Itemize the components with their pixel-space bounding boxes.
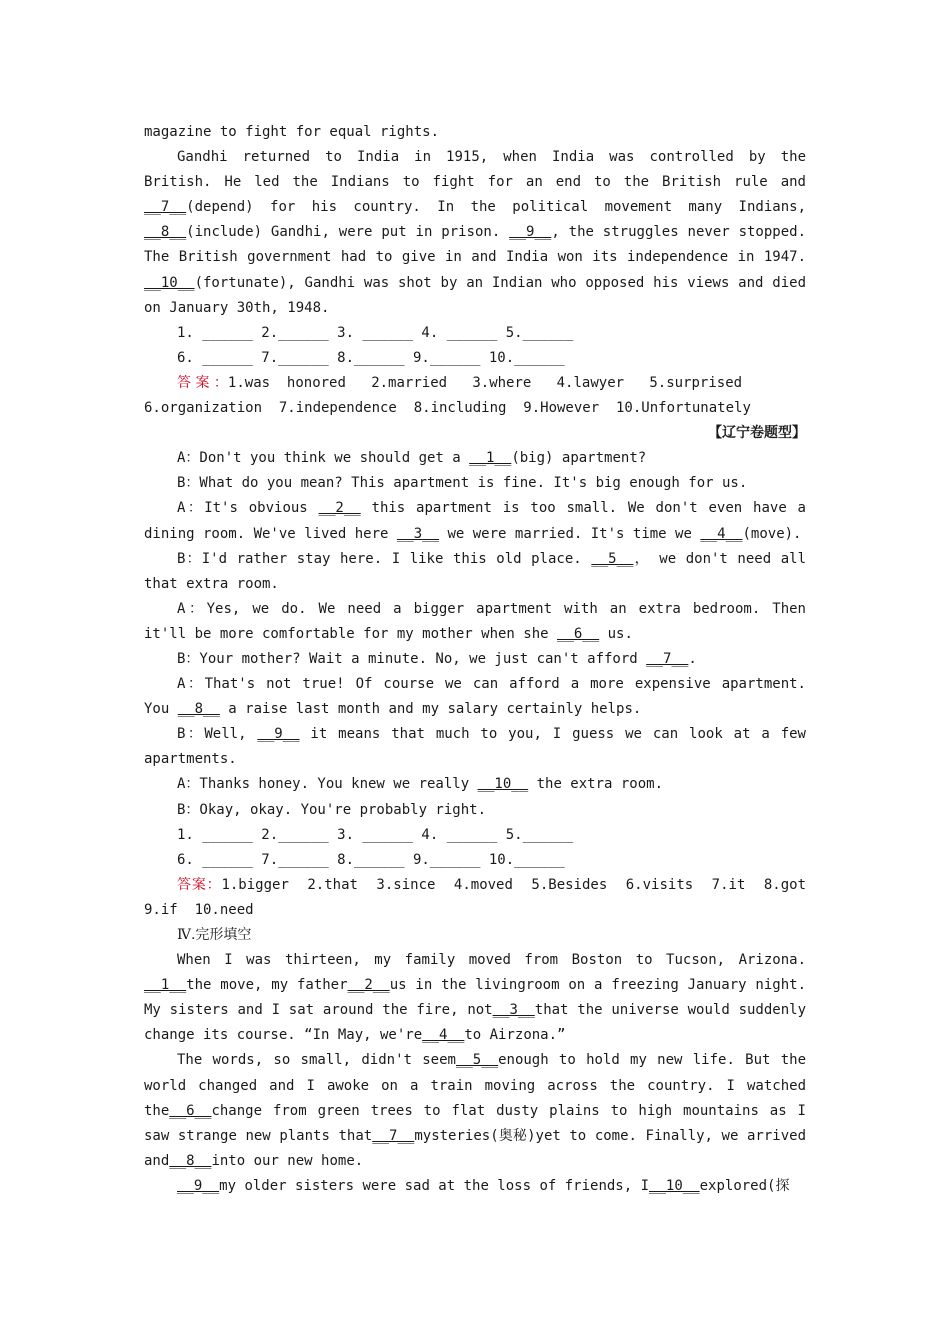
answer-row: 6. ______ 7.______ 8.______ 9.______ 10.______ (177, 851, 565, 868)
dialogue-line: B：I'd rather stay here. I like this old place. __5__， we don't need all that extra room. (144, 550, 806, 592)
answer-key: 答案：1.bigger 2.that 3.since 4.moved 5.Besides 6.visits 7.it 8.got 9.if 10.need (144, 876, 815, 918)
blank-10: __10__ (477, 776, 529, 793)
dialogue-line: B：Your mother? Wait a minute. No, we just can't afford __7__. (177, 650, 697, 667)
passage-paragraph: Gandhi returned to India in 1915, when India was controlled by the British. He led the Indians to fight for an end to the British rule and __7__(depend) for his country. In the political movement many Indians, __8__(include) Gandhi, were put in prison. __9__, the struggles never stopped. The British government had to give in and India won its independence in 1947. __10__(fortunate), Gandhi was shot by an Indian who opposed his views and died on January 30th, 1948. (144, 149, 806, 316)
blank-1: __1__ (469, 450, 512, 467)
answer-row: 6. ______ 7.______ 8.______ 9.______ 10.______ (177, 349, 565, 366)
dialogue-line: A：That's not true! Of course we can afford a more expensive apartment. You __8__ a raise last month and my salary certainly helps. (144, 676, 806, 718)
blank-2: __2__ (318, 500, 361, 517)
blank-2: __2__ (347, 977, 390, 994)
blank-10: __10__ (144, 274, 195, 291)
answer-key: 答 案 ：1.was honored 2.married 3.where 4.lawyer 5.surprised (177, 374, 743, 391)
section-heading: Ⅳ.完形填空 (177, 927, 252, 943)
answer-row: 1. ______ 2.______ 3. ______ 4. ______ 5.______ (177, 826, 574, 843)
dialogue-line: A：Don't you think we should get a __1__(big) apartment? (177, 450, 647, 467)
dialogue-line: A：Yes, we do. We need a bigger apartment with an extra bedroom. Then it'll be more comfortable for my mother when she __6__ us. (144, 600, 806, 642)
answer-key-continued: 6.organization 7.independence 8.including 9.However 10.Unfortunately (144, 400, 751, 417)
passage-line: magazine to fight for equal rights. (144, 124, 440, 140)
blank-5: __5__ (455, 1052, 499, 1069)
dialogue-line: A：It's obvious __2__ this apartment is too small. We don't even have a dining room. We've lived here __3__ we were married. It's time we __4__(move). (144, 500, 806, 542)
blank-9: __9__ (177, 1177, 220, 1194)
dialogue-line: B：Okay, okay. You're probably right. (177, 801, 487, 818)
blank-4: __4__ (422, 1027, 465, 1044)
blank-7: __7__ (646, 650, 689, 667)
dialogue-line: B：Well, __9__ it means that much to you, I guess we can look at a few apartments. (144, 726, 806, 768)
answer-row: 1. ______ 2.______ 3. ______ 4. ______ 5.______ (177, 324, 574, 341)
blank-10: __10__ (649, 1177, 700, 1194)
blank-7: __7__ (372, 1127, 415, 1144)
blank-5: __5__ (591, 550, 634, 567)
blank-6: __6__ (557, 625, 600, 642)
cloze-paragraph: When I was thirteen, my family moved from Boston to Tucson, Arizona. __1__the move, my father__2__us in the livingroom on a freezing January night. My sisters and I sat around the fire, not__3__that the universe would suddenly change its course. “In May, we're__4__to Airzona.” (144, 952, 806, 1044)
dialogue-line: B：What do you mean? This apartment is fine. It's big enough for us. (177, 475, 748, 492)
blank-4: __4__ (700, 525, 743, 542)
blank-8: __8__ (144, 224, 187, 241)
blank-9: __9__ (509, 224, 552, 241)
dialogue-line: A：Thanks honey. You knew we really __10__ the extra room. (177, 776, 664, 793)
cloze-paragraph: The words, so small, didn't seem__5__enough to hold my new life. But the world changed and I awoke on a train moving across the country. I watched the__6__change from green trees to flat dusty plains to high mountains as I saw strange new plants that__7__mysteries(奥秘)yet to come. Finally, we arrived and__8__into our new home. (144, 1052, 806, 1169)
answer-label: 答案： (177, 876, 222, 893)
blank-8: __8__ (177, 701, 220, 718)
blank-1: __1__ (144, 977, 187, 994)
blank-7: __7__ (144, 199, 187, 216)
blank-6: __6__ (169, 1102, 212, 1119)
blank-3: __3__ (492, 1002, 535, 1019)
cloze-paragraph: __9__my older sisters were sad at the loss of friends, I__10__explored(探 (177, 1177, 790, 1194)
section-tag: 【辽宁卷题型】 (708, 425, 806, 442)
blank-9: __9__ (257, 726, 300, 743)
answer-label: 答 案 ： (177, 374, 228, 391)
blank-3: __3__ (396, 525, 440, 542)
document-page (144, 120, 815, 1199)
blank-8: __8__ (169, 1152, 212, 1169)
